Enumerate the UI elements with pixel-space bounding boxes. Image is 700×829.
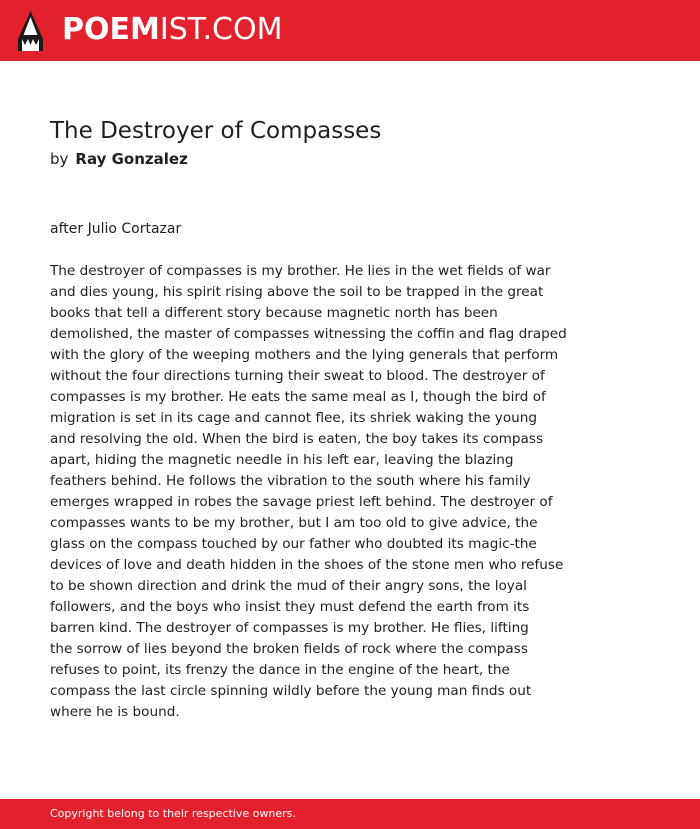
poem-line: The destroyer of compasses is my brother. He lies in the wet fields of war (50, 263, 551, 279)
site-header (0, 0, 700, 61)
poem-line: followers, and the boys who insist they must defend the earth from its (50, 599, 530, 615)
poem-line: and dies young, his spirit rising above the soil to be trapped in the great (50, 284, 544, 300)
site-footer (0, 799, 700, 829)
poem-line: compasses wants to be my brother, but I am too old to give advice, the (50, 515, 538, 531)
poem-dedication: after Julio Cortazar (50, 221, 182, 237)
poem-line: refuses to point, its frenzy the dance in the engine of the heart, the (50, 662, 510, 678)
poem-line: barren kind. The destroyer of compasses is my brother. He flies, lifting (50, 620, 529, 636)
by-label: by (50, 150, 69, 168)
poem-line: without the four directions turning their sweat to blood. The destroyer of (50, 368, 545, 384)
poem-line: where he is bound. (50, 704, 180, 720)
poem-line: demolished, the master of compasses witnessing the coffin and flag draped (50, 326, 567, 342)
poem-line: books that tell a different story because magnetic north has been (50, 305, 498, 321)
poem-line: glass on the compass touched by our father who doubted its magic-the (50, 536, 537, 552)
poem-line: emerges wrapped in robes the savage priest left behind. The destroyer of (50, 494, 553, 510)
byline (50, 149, 188, 169)
poem-line: feathers behind. He follows the vibration to the south where his family (50, 473, 531, 489)
poem-title: The Destroyer of Compasses (50, 118, 382, 144)
poem-line: compasses is my brother. He eats the same meal as I, though the bird of (50, 389, 546, 405)
poem-line: with the glory of the weeping mothers and the lying generals that perform (50, 347, 559, 363)
poem-line: devices of love and death hidden in the shoes of the stone men who refuse (50, 557, 564, 573)
pencil-tip-icon[interactable] (18, 11, 43, 51)
poem-line: compass the last circle spinning wildly before the young man finds out (50, 683, 532, 699)
poem-line: to be shown direction and drink the mud of their angry sons, the loyal (50, 578, 527, 594)
footer-copyright: Copyright belong to their respective owners. (50, 807, 296, 820)
poem-line: migration is set in its cage and cannot flee, its shriek waking the young (50, 410, 538, 426)
brand-light: IST.COM (159, 12, 283, 47)
site-logo-text[interactable] (62, 12, 282, 48)
brand-bold: POEM (62, 12, 160, 47)
poem-body (50, 261, 610, 723)
poem-line: and resolving the old. When the bird is eaten, the boy takes its compass (50, 431, 544, 447)
poem-line: the sorrow of lies beyond the broken fields of rock where the compass (50, 641, 528, 657)
poem-line: apart, hiding the magnetic needle in his left ear, leaving the blazing (50, 452, 514, 468)
author-name: Ray Gonzalez (75, 150, 188, 168)
